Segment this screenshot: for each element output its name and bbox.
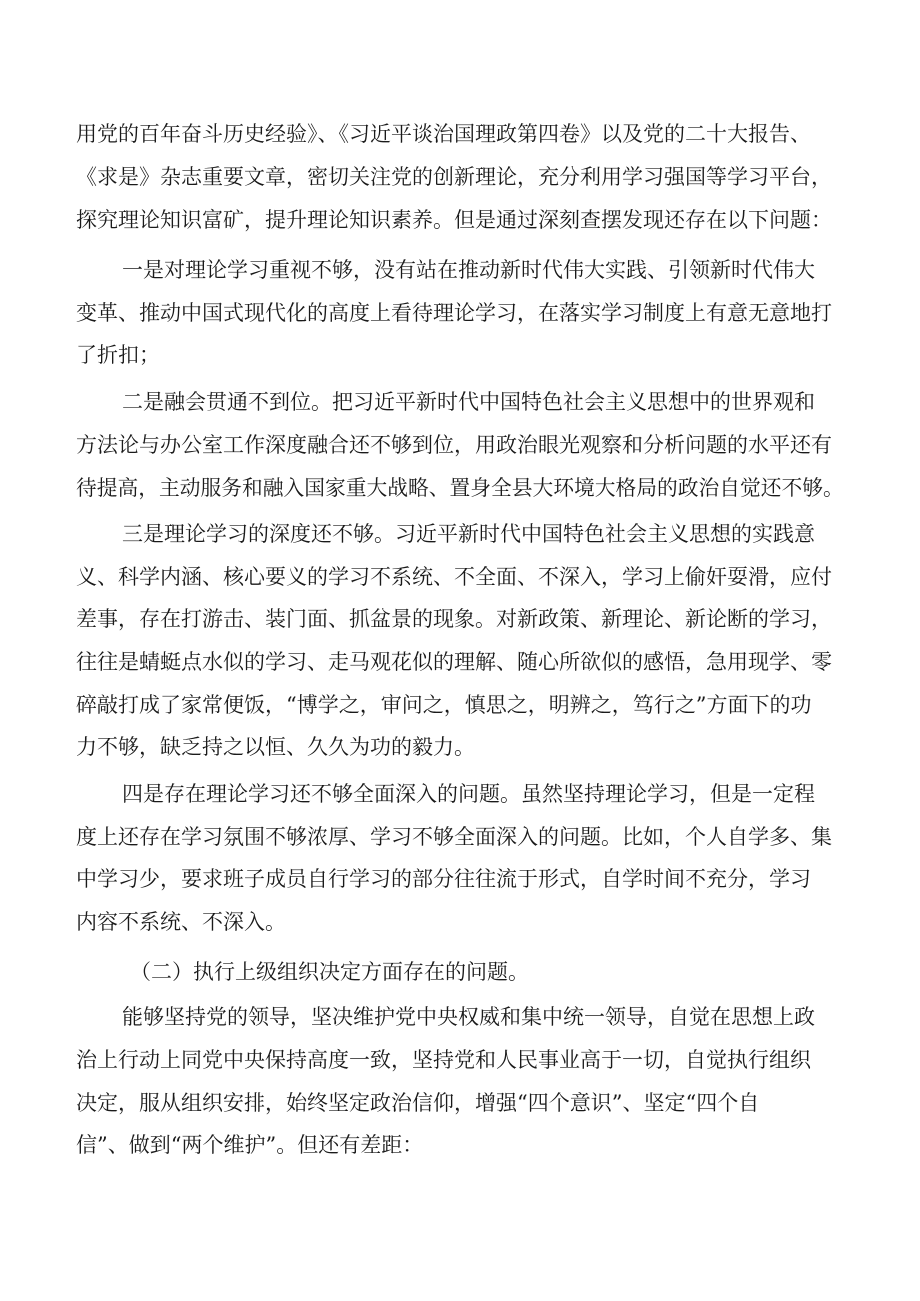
text-line: 决定，服从组织安排，始终坚定政治信仰，增强“四个意识”、坚定“四个自 [76, 1091, 760, 1115]
text-line: 差事，存在打游击、装门面、抓盆景的现象。对新政策、新理论、新论断的学习， [76, 607, 832, 631]
text-line: 四是存在理论学习还不够全面深入的问题。虽然坚持理论学习，但是一定程 [122, 782, 815, 806]
text-line: 能够坚持党的领导，坚决维护党中央权威和集中统一领导，自觉在思想上政 [122, 1005, 815, 1029]
text-line: 三是理论学习的深度还不够。习近平新时代中国特色社会主义思想的实践意 [122, 522, 815, 546]
text-line: 往往是蜻蜓点水似的学习、走马观花似的理解、随心所欲似的感悟，急用现学、零 [76, 650, 832, 674]
text-line: 度上还存在学习氛围不够浓厚、学习不够全面深入的问题。比如，个人自学多、集 [76, 825, 832, 849]
text-line: 用党的百年奋斗历史经验》、《习近平谈治国理政第四卷》以及党的二十大报告、 [76, 122, 811, 146]
text-line: 探究理论知识富矿，提升理论知识素养。但是通过深刻查摆发现还存在以下问题： [76, 208, 832, 232]
text-line: 治上行动上同党中央保持高度一致，坚持党和人民事业高于一切，自觉执行组织 [76, 1048, 811, 1072]
text-line: 方法论与办公室工作深度融合还不够到位，用政治眼光观察和分析问题的水平还有 [76, 433, 832, 457]
text-line: 碎敲打成了家常便饭，“博学之，审问之，慎思之，明辨之，笃行之”方面下的功 [76, 693, 812, 717]
text-line: 《求是》杂志重要文章，密切关注党的创新理论，充分利用学习强国等学习平台， [76, 165, 832, 189]
text-line: 信”、做到“两个维护”。但还有差距： [76, 1133, 424, 1157]
text-line: 中学习少，要求班子成员自行学习的部分往往流于形式，自学时间不充分，学习 [76, 867, 811, 891]
text-line: 二是融会贯通不到位。把习近平新时代中国特色社会主义思想中的世界观和 [122, 390, 815, 414]
text-line: 义、科学内涵、核心要义的学习不系统、不全面、不深入，学习上偷奸耍滑，应付 [76, 565, 832, 589]
section-heading: （二）执行上级组织决定方面存在的问题。 [130, 960, 529, 984]
text-line: 变革、推动中国式现代化的高度上看待理论学习，在落实学习制度上有意无意地打 [76, 301, 832, 325]
text-line: 一是对理论学习重视不够，没有站在推动新时代伟大实践、引领新时代伟大 [122, 258, 815, 282]
text-line: 了折扣； [76, 343, 160, 367]
text-line: 力不够，缺乏持之以恒、久久为功的毅力。 [76, 735, 475, 759]
text-line: 内容不系统、不深入。 [76, 910, 286, 934]
text-line: 待提高，主动服务和融入国家重大战略、置身全县大环境大格局的政治自觉还不够。 [76, 476, 844, 500]
